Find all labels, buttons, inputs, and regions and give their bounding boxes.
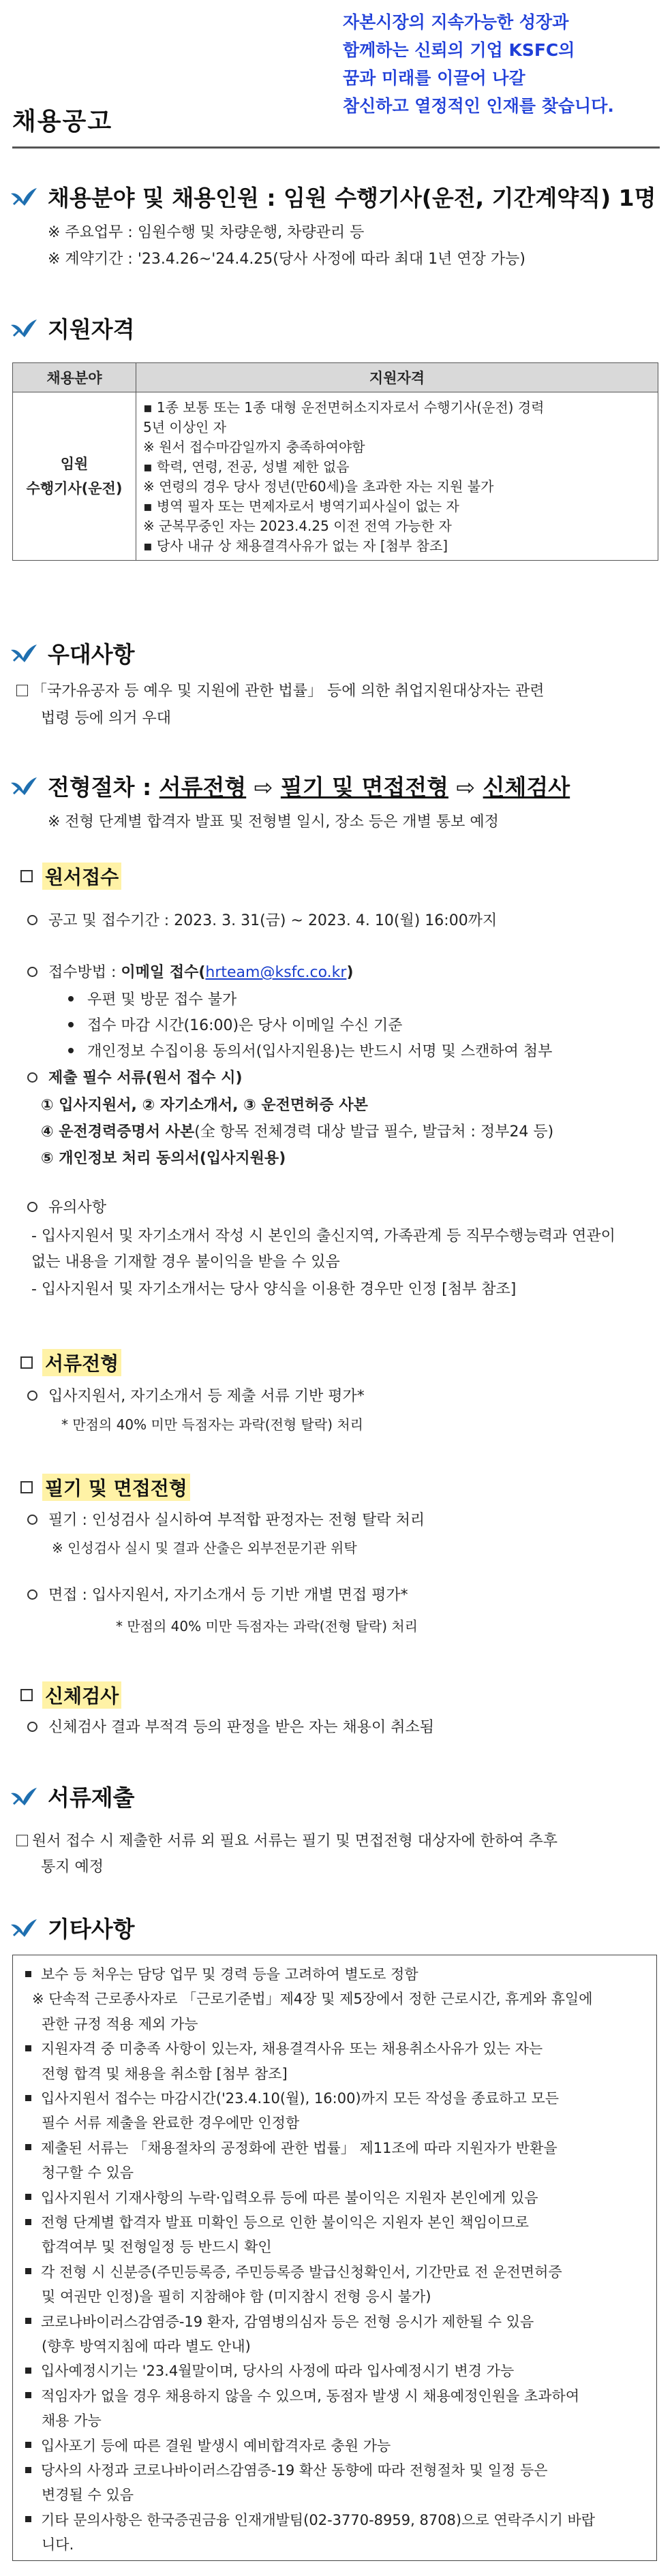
process-step: 신체검사 <box>483 774 570 801</box>
medical-text <box>27 1718 434 1738</box>
section-submission-heading <box>10 1780 135 1812</box>
document-screening-note: * 만점의 40% 미만 득점자는 과락(전형 탈락) 처리 <box>61 1416 364 1433</box>
checkbox-icon <box>20 1689 33 1701</box>
qualification-cell <box>136 392 658 561</box>
qualification-row: ▪ 1종 보통 또는 1종 대형 운전면허소지자로서 수행기사(운전) 경력 <box>143 399 545 416</box>
slogan-line: 함께하는 신뢰의 기업 KSFC의 <box>343 40 575 60</box>
etc-note-line <box>25 2089 559 2108</box>
circle-bullet-icon <box>27 967 37 977</box>
etc-note-line <box>25 2263 562 2282</box>
interview-line: 면접 : 입사지원서, 자기소개서 등 기반 개별 면접 평가* <box>48 1587 408 1604</box>
bullet-icon <box>68 1022 74 1027</box>
bird-icon <box>10 776 38 796</box>
section-etc-heading <box>10 1912 135 1944</box>
etc-note-text: 필수 서류 제출을 완료한 경우에만 인정함 <box>42 2115 300 2132</box>
etc-note-text: 입사예정시기는 '23.4월말이며, 당사의 사정에 따라 입사예정시기 변경 가능 <box>41 2363 515 2380</box>
square-bullet-icon <box>25 2194 31 2200</box>
method-bullet-text: 개인정보 수집이용 동의서(입사지원용)는 반드시 서명 및 스캔하여 첨부 <box>87 1043 553 1060</box>
caution-title-text: 유의사항 <box>48 1199 107 1216</box>
square-bullet-icon <box>25 2045 31 2051</box>
etc-note-text: 적임자가 없을 경우 채용하지 않을 수 있으며, 동점자 발생 시 채용예정인원을 초과하여 <box>41 2387 580 2404</box>
subsection-title: 서류전형 <box>42 1349 121 1376</box>
required-doc-bold: ④ 운전경력증명서 사본 <box>41 1123 195 1140</box>
section-title: 채용분야 및 채용인원 : 임원 수행기사(운전, 기간계약직) 1명 <box>48 185 656 211</box>
subsection-title: 원서접수 <box>42 863 121 890</box>
required-docs-line: ⑤ 개인정보 처리 동의서(입사지원용) <box>41 1150 286 1167</box>
circle-bullet-icon <box>27 1072 37 1083</box>
qualification-row: ▪ 병역 필자 또는 면제자로서 병역기피사실이 없는 자 <box>143 498 459 514</box>
submission-text <box>16 1831 558 1852</box>
square-bullet-icon <box>25 2516 31 2522</box>
etc-note-line <box>25 2188 538 2207</box>
etc-note-text: 니다. <box>42 2536 74 2554</box>
section-title: 지원자격 <box>48 316 135 343</box>
etc-note-text: 합격여부 및 전형일정 등 반드시 확인 <box>42 2239 272 2256</box>
etc-note-text: 전형 단계별 합격자 발표 미확인 등으로 인한 불이익은 지원자 본인 책임이므로 <box>41 2214 529 2231</box>
etc-note-text: 입사지원서 접수는 마감시간('23.4.10(월), 16:00)까지 모든 작성을 종료하고 모든 <box>41 2090 560 2107</box>
process-heading-prefix: 전형절차 : <box>48 774 159 801</box>
etc-notes-box <box>12 1955 657 2561</box>
bird-icon <box>10 643 38 664</box>
method-label: 접수방법 : <box>48 964 121 981</box>
contract-period-note: ※ 계약기간 : '23.4.26~'24.4.25(당사 사정에 따라 최대 1년 연장 가능) <box>48 251 525 268</box>
subsection-title-part: 면접전형 <box>113 1477 187 1500</box>
etc-note-text: 입사지원서 기재사항의 누락·입력오류 등에 따른 불이익은 지원자 본인에게 있음 <box>41 2189 538 2206</box>
circle-bullet-icon <box>27 915 37 925</box>
checkbox-icon <box>16 1835 28 1846</box>
etc-note-line <box>25 2213 529 2232</box>
field-name: 임원 <box>60 456 89 472</box>
etc-note-line <box>42 2535 74 2554</box>
etc-note-text: 각 전형 시 신분증(주민등록증, 주민등록증 발급신청확인서, 기간만료 전 운전면허증 <box>41 2263 562 2280</box>
section-title: 기타사항 <box>48 1916 135 1942</box>
process-note: ※ 전형 단계별 합격자 발표 및 전형별 일시, 장소 등은 개별 통보 예정 <box>48 813 499 831</box>
etc-note-line <box>25 2461 548 2480</box>
qualification-row: 5년 이상인 자 <box>143 419 227 435</box>
etc-note-text: 및 여권만 인정)을 필히 지참해야 함 (미지참시 전형 응시 불가) <box>42 2288 431 2306</box>
written-test-note: ※ 인성검사 실시 및 결과 산출은 외부전문기관 위탁 <box>52 1540 357 1556</box>
benefit-text <box>16 681 545 702</box>
etc-note-line <box>25 1965 418 1984</box>
etc-note-line <box>42 2064 288 2083</box>
etc-note-line <box>42 2163 134 2182</box>
etc-note-text: ※ 단속적 근로종사자로 「근로기준법」제4장 및 제5장에서 정한 근로시간, 휴게와 휴일에 <box>32 1991 593 2008</box>
written-test-text <box>27 1510 425 1531</box>
application-method: 접수방법 : 이메일 접수(hrteam@ksfc.co.kr) <box>27 963 354 983</box>
circle-bullet-icon <box>27 1722 37 1732</box>
field-cell <box>13 392 136 561</box>
subsection-medical <box>20 1681 121 1709</box>
required-docs-line: ① 입사지원서, ② 자기소개서, ③ 운전면허증 사본 <box>41 1097 368 1114</box>
arrow-right-icon: ⇨ <box>456 774 476 801</box>
submission-line: 원서 접수 시 제출한 서류 외 필요 서류는 필기 및 면접전형 대상자에 한하여 추후 <box>32 1833 558 1850</box>
bullet-icon <box>68 1048 74 1053</box>
page-title: 채용공고 <box>12 108 113 136</box>
method-bullet-text: 접수 마감 시간(16:00)은 당사 이메일 수신 기준 <box>87 1017 403 1034</box>
company-slogan <box>343 8 663 120</box>
qualification-row: ▪ 당사 내규 상 채용결격사유가 없는 자 [첨부 참조] <box>143 538 448 554</box>
slogan-line: 꿈과 미래를 이끌어 나갈 <box>343 68 525 88</box>
bird-icon <box>10 1786 38 1807</box>
etc-note-line <box>42 2485 134 2504</box>
arrow-right-icon: ⇨ <box>254 774 273 801</box>
etc-note-line <box>25 2312 534 2331</box>
circle-bullet-icon <box>27 1515 37 1525</box>
etc-note-text: 당사의 사정과 코로나바이러스감염증-19 확산 동향에 따라 전형절차 및 일정 등은 <box>41 2462 548 2479</box>
square-bullet-icon <box>25 1971 31 1977</box>
section-title: 서류제출 <box>48 1784 135 1811</box>
etc-note-line <box>25 2139 558 2158</box>
bird-icon <box>10 1918 38 1938</box>
etc-note-text: 채용 가능 <box>42 2412 102 2430</box>
required-doc-note: (全 항목 전체경력 대상 발급 필수, 발급처 : 정부24 등) <box>194 1123 554 1140</box>
table-header-qualification: 지원자격 <box>136 363 658 392</box>
section-recruit-heading <box>10 181 656 213</box>
etc-note-line <box>42 2015 198 2034</box>
title-divider <box>12 146 660 149</box>
etc-note-line <box>42 2237 272 2256</box>
qualification-row: ※ 군복무중인 자는 2023.4.25 이전 전역 가능한 자 <box>143 518 452 534</box>
section-title <box>48 770 570 802</box>
bullet-icon <box>68 996 74 1002</box>
square-bullet-icon <box>25 2219 31 2225</box>
etc-note-text: 지원자격 중 미충족 사항이 있는자, 채용결격사유 또는 채용취소사유가 있는 자는 <box>41 2040 543 2058</box>
field-name: 수행기사(운전) <box>26 480 123 497</box>
etc-note-text: (향후 방역지침에 따라 별도 안내) <box>42 2338 251 2355</box>
required-docs-line <box>41 1122 553 1143</box>
slogan-line: 참신하고 열정적인 인재를 찾습니다. <box>343 96 614 116</box>
square-bullet-icon <box>25 2467 31 2473</box>
section-qualification-heading <box>10 312 135 344</box>
square-bullet-icon <box>25 2095 31 2101</box>
etc-note-line <box>42 2411 102 2430</box>
subsection-application <box>20 863 121 890</box>
subsection-title-part: 및 <box>82 1477 114 1500</box>
square-bullet-icon <box>25 2144 31 2150</box>
process-step: 서류전형 <box>159 774 247 801</box>
etc-note-text: 전형 합격 및 채용을 취소함 [첨부 참조] <box>42 2065 288 2082</box>
method-bullet <box>68 1042 552 1062</box>
square-bullet-icon <box>25 2442 31 2448</box>
etc-note-line <box>42 2287 431 2306</box>
qualification-row: ※ 원서 접수마감일까지 충족하여야함 <box>143 439 365 455</box>
etc-note-text: 청구할 수 있음 <box>42 2164 134 2182</box>
subsection-title <box>42 1474 190 1501</box>
caution-line: - 입사지원서 및 자기소개서 작성 시 본인의 출신지역, 가족관계 등 직무수행능력과 연관이 <box>31 1228 615 1245</box>
etc-note-text: 보수 등 처우는 담당 업무 및 경력 등을 고려하여 별도로 정함 <box>41 1966 418 1983</box>
checkbox-icon <box>16 685 28 696</box>
checkbox-icon <box>20 1356 33 1369</box>
etc-note-line <box>42 2113 299 2132</box>
process-step: 필기 및 면접전형 <box>280 774 448 801</box>
benefit-line: 「국가유공자 등 예우 및 지원에 관한 법률」 등에 의한 취업지원대상자는 관련 <box>32 683 545 700</box>
caution-line: - 입사지원서 및 자기소개서는 당사 양식을 이용한 경우만 인정 [첨부 참조] <box>31 1281 517 1298</box>
qualification-row: ※ 연령의 경우 당사 정년(만60세)을 초과한 자는 지원 불가 <box>143 478 494 495</box>
square-bullet-icon <box>25 2318 31 2324</box>
submission-line: 통지 예정 <box>41 1859 104 1876</box>
square-bullet-icon <box>25 2368 31 2374</box>
interview-note: * 만점의 40% 미만 득점자는 과락(전형 탈락) 처리 <box>116 1618 418 1634</box>
etc-note-text: 제출된 서류는 「채용절차의 공정화에 관한 법률」 제11조에 따라 지원자가 반환을 <box>41 2139 558 2156</box>
duty-note: ※ 주요업무 : 임원수행 및 차량운행, 차량관리 등 <box>48 224 365 241</box>
etc-note-line <box>42 2337 251 2356</box>
etc-note-line <box>25 2361 514 2380</box>
qualification-table <box>12 362 658 561</box>
etc-note-line <box>25 2387 579 2406</box>
subsection-title-part: 필기 <box>45 1477 82 1500</box>
subsection-written-interview <box>20 1474 190 1501</box>
table-header-field: 채용분야 <box>13 363 136 392</box>
email-link[interactable]: hrteam@ksfc.co.kr <box>205 964 347 981</box>
bird-icon <box>10 318 38 339</box>
application-period-text: 공고 및 접수기간 : 2023. 3. 31(금) ~ 2023. 4. 10(월) 16:00까지 <box>48 912 498 929</box>
etc-note-text: 코로나바이러스감염증-19 환자, 감염병의심자 등은 전형 응시가 제한될 수 있음 <box>41 2313 534 2330</box>
method-bullet <box>68 1016 403 1036</box>
caution-title <box>27 1198 106 1218</box>
method-value: 이메일 접수 <box>121 964 199 981</box>
method-bullet <box>68 990 236 1010</box>
required-docs-title <box>27 1068 243 1089</box>
etc-note-line <box>32 1989 593 2008</box>
section-benefit-heading <box>10 637 135 669</box>
qualification-row: ▪ 학력, 연령, 전공, 성별 제한 없음 <box>143 459 350 475</box>
application-period <box>27 911 497 931</box>
checkbox-icon <box>20 870 33 882</box>
interview-text <box>27 1585 408 1606</box>
etc-note-text: 관한 규정 적용 제외 가능 <box>42 2015 198 2032</box>
square-bullet-icon <box>25 2392 31 2398</box>
subsection-title: 신체검사 <box>42 1681 121 1709</box>
circle-bullet-icon <box>27 1202 37 1212</box>
circle-bullet-icon <box>27 1391 37 1401</box>
benefit-line: 법령 등에 의거 우대 <box>41 710 171 727</box>
circle-bullet-icon <box>27 1589 37 1600</box>
etc-note-line <box>25 2511 595 2530</box>
method-bullet-text: 우편 및 방문 접수 불가 <box>87 991 237 1008</box>
square-bullet-icon <box>25 2268 31 2274</box>
subsection-document-screening <box>20 1349 121 1376</box>
caution-line: 없는 내용을 기재할 경우 불이익을 받을 수 있음 <box>31 1254 340 1271</box>
slogan-line: 자본시장의 지속가능한 성장과 <box>343 12 569 32</box>
checkbox-icon <box>20 1481 33 1493</box>
document-screening-line: 입사지원서, 자기소개서 등 제출 서류 기반 평가* <box>48 1388 365 1405</box>
medical-line: 신체검사 결과 부적격 등의 판정을 받은 자는 채용이 취소됨 <box>48 1719 434 1736</box>
section-process-heading <box>10 770 570 802</box>
bird-icon <box>10 187 38 207</box>
etc-note-text: 입사포기 등에 따른 결원 발생시 예비합격자로 충원 가능 <box>41 2437 391 2454</box>
etc-note-line <box>25 2436 391 2455</box>
document-screening-text <box>27 1386 365 1407</box>
section-title: 우대사항 <box>48 641 135 668</box>
etc-note-line <box>25 2039 543 2058</box>
etc-note-text: 기타 문의사항은 한국증권금융 인재개발팀(02-3770-8959, 8708)으로 연락주시기 바랍 <box>41 2511 596 2528</box>
required-docs-title-text: 제출 필수 서류(원서 접수 시) <box>48 1070 243 1087</box>
written-test-line: 필기 : 인성검사 실시하여 부적합 판정자는 전형 탈락 처리 <box>48 1512 425 1529</box>
etc-note-text: 변경될 수 있음 <box>42 2487 134 2504</box>
